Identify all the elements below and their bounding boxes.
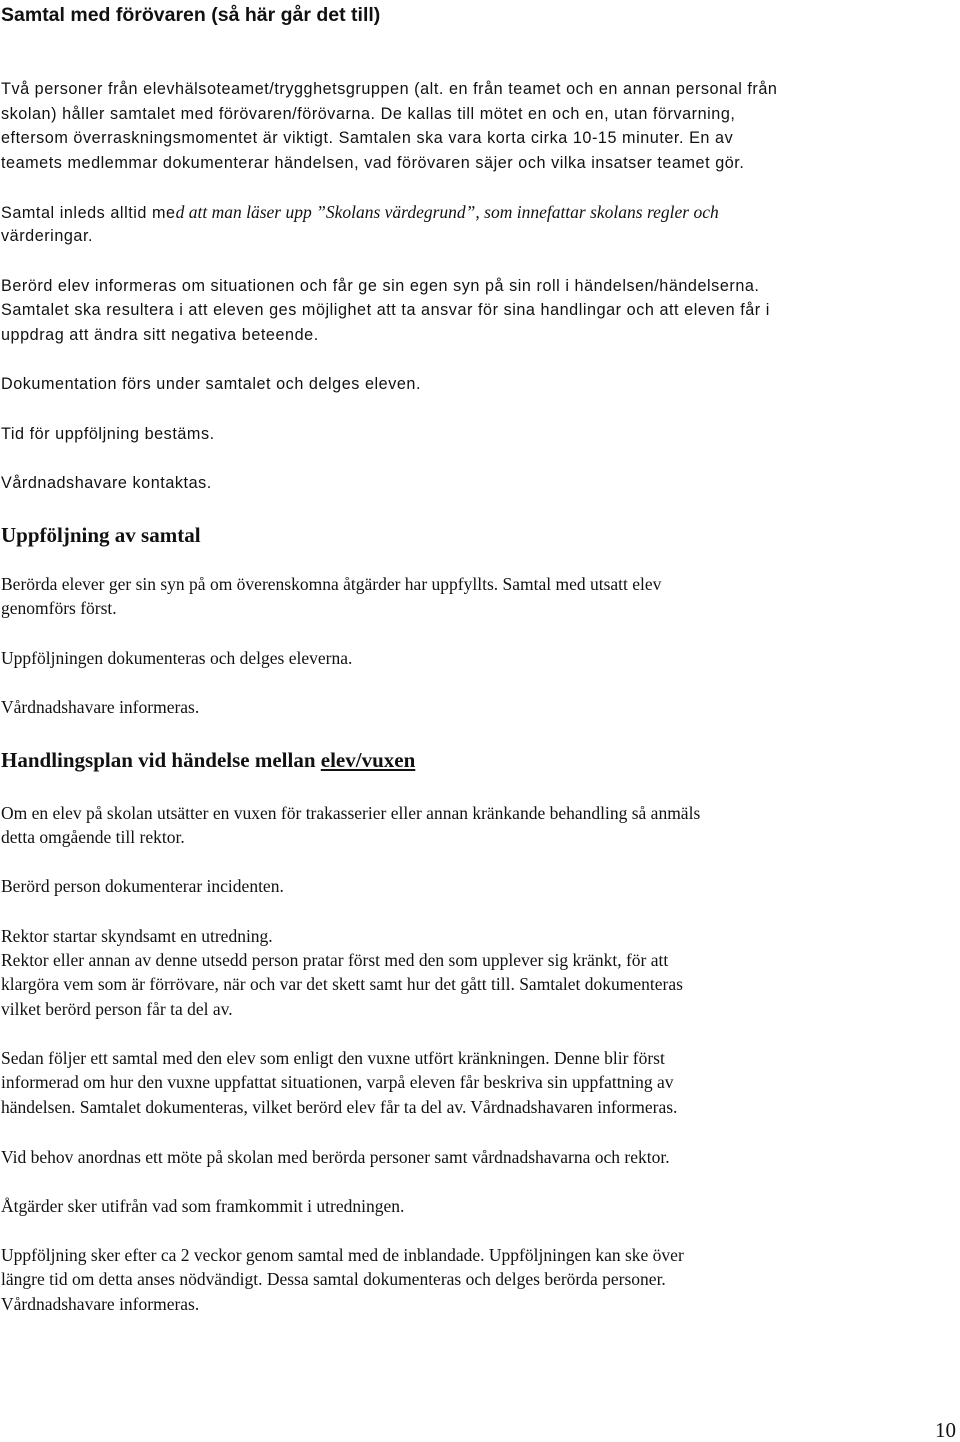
text-line: värderingar. [1, 227, 94, 245]
text-line: Tid för uppföljning bestäms. [1, 425, 215, 443]
text-line: Dokumentation förs under samtalet och delges eleven. [1, 375, 422, 393]
text-line: Åtgärder sker utifrån vad som framkommit i utredningen. [1, 1196, 405, 1216]
text-line: Uppföljning sker efter ca 2 veckor genom samtal med de inblandade. Uppföljningen kan ske över [1, 1245, 684, 1265]
text-line: Berörd person dokumenterar incidenten. [1, 876, 284, 896]
section-heading-handlingsplan [1, 746, 415, 774]
text-line: vilket berörd person får ta del av. [1, 999, 233, 1019]
page-number: 10 [935, 1418, 956, 1442]
text-line: Berörda elever ger sin syn på om överenskomna åtgärder har uppfyllts. Samtal med utsatt elev [1, 574, 662, 594]
text-line: Uppföljningen dokumenteras och delges eleverna. [1, 648, 353, 668]
text-line: Samtalet ska resultera i att eleven ges möjlighet att ta ansvar för sina handlingar och att eleven får i [1, 301, 770, 319]
text-line: Två personer från elevhälsoteamet/trygghetsgruppen (alt. en från teamet och en annan personal från [1, 80, 778, 98]
section-heading-uppfoljning: Uppföljning av samtal [1, 523, 201, 547]
text-line: Rektor startar skyndsamt en utredning. [1, 926, 273, 946]
text-line: Vårdnadshavare informeras. [1, 1294, 200, 1314]
text-segment-italic: d att man läser upp ”Skolans värdegrund”, som innefattar skolans regler och [175, 202, 719, 222]
text-line: händelsen. Samtalet dokumenteras, vilket berörd elev får ta del av. Vårdnadshavaren informeras. [1, 1097, 678, 1117]
section-heading-samtal-med-forovaren: Samtal med förövaren (så här går det till) [1, 4, 381, 26]
text-line: eftersom överraskningsmomentet är viktigt. Samtalen ska vara korta cirka 10-15 minuter. En av [1, 129, 734, 147]
text-line: teamets medlemmar dokumenterar händelsen, vad förövaren säjer och vilka insatser teamet gör. [1, 154, 745, 172]
text-line: skolan) håller samtalet med förövaren/förövarna. De kallas till mötet en och en, utan förvarning, [1, 105, 736, 123]
text-line: uppdrag att ändra sitt negativa beteende. [1, 326, 319, 344]
text-line: genomförs först. [1, 598, 117, 618]
heading-text: Handlingsplan vid händelse mellan [1, 748, 321, 772]
text-line: Vid behov anordnas ett möte på skolan med berörda personer samt vårdnadshavarna och rektor. [1, 1147, 670, 1167]
text-line: Rektor eller annan av denne utsedd person pratar först med den som upplever sig kränkt, för att [1, 950, 669, 970]
heading-text-underlined: elev/vuxen [320, 748, 416, 772]
text-line: längre tid om detta anses nödvändigt. Dessa samtal dokumenteras och delges berörda personer. [1, 1269, 666, 1289]
text-line: Sedan följer ett samtal med den elev som enligt den vuxne utfört kränkningen. Denne blir först [1, 1048, 665, 1068]
text-line: Om en elev på skolan utsätter en vuxen för trakasserier eller annan kränkande behandling så anmäls [1, 803, 701, 823]
text-line: informerad om hur den vuxne uppfattat situationen, varpå eleven får beskriva sin uppfattning av [1, 1072, 674, 1092]
text-line: Berörd elev informeras om situationen och får ge sin egen syn på sin roll i händelsen/händelserna. [1, 277, 760, 295]
text-line: detta omgående till rektor. [1, 827, 185, 847]
text-segment: Samtal inleds alltid me [1, 204, 176, 222]
text-line: klargöra vem som är förrövare, när och var det skett samt hur det gått till. Samtalet dokumenteras [1, 974, 683, 994]
text-line: Vårdnadshavare informeras. [1, 697, 200, 717]
text-line [1, 200, 719, 226]
text-line: Vårdnadshavare kontaktas. [1, 474, 212, 492]
